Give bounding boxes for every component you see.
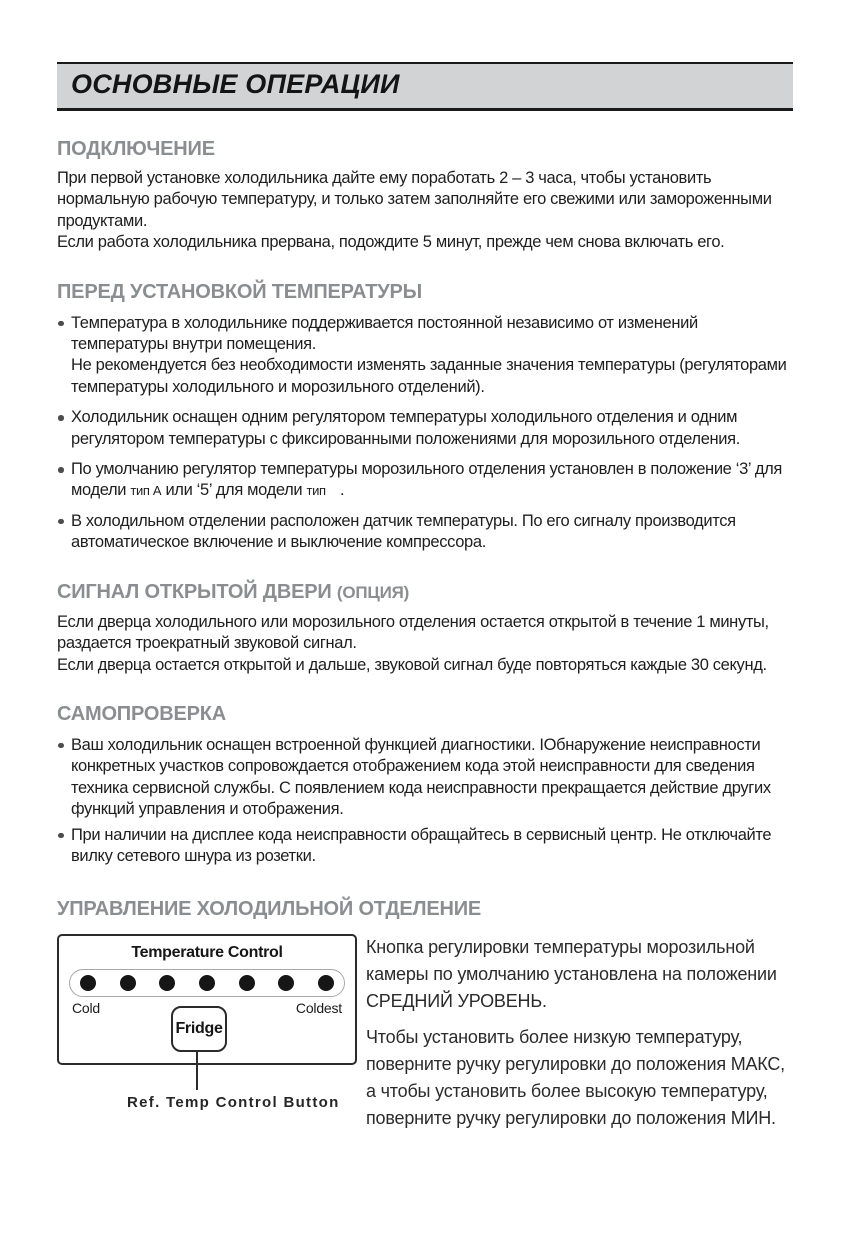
- chapter-banner: [57, 62, 793, 111]
- section-body-door-alarm: [57, 612, 793, 676]
- fridge-control-section: [57, 934, 793, 1139]
- text-segment: По умолчанию регулятор температуры морозильного отделения установлен в положение ‘3’ для модели: [71, 460, 782, 500]
- model-type-note: тип А: [130, 483, 162, 499]
- bullet-item: [57, 407, 793, 450]
- section-heading-door-alarm: [57, 580, 793, 605]
- model-type-note: тип: [306, 483, 326, 499]
- bullet-item: [57, 459, 793, 502]
- section-heading-fridge-control: УПРАВЛЕНИЕ ХОЛОДИЛЬНОЙ ОТДЕЛЕНИЕ: [57, 898, 482, 921]
- paragraph: Если дверца остается открытой и дальше, звуковой сигнал буде повторяться каждые 30 секунд.: [57, 655, 767, 674]
- paragraph: Холодильник оснащен одним регулятором температуры холодильного отделения и одним регулятором температуры с фиксированными положениями для морозильного отделения.: [71, 408, 740, 448]
- paragraph: Если дверца холодильного или морозильного отделения остается открытой в течение 1 минуты, раздается троекратный звуковой сигнал.: [57, 612, 769, 653]
- indicator-dot: [199, 975, 215, 991]
- section-heading-before-setting: ПЕРЕД УСТАНОВКОЙ ТЕМПЕРАТУРЫ: [57, 280, 423, 303]
- callout-line: [196, 1050, 198, 1090]
- paragraph: Чтобы установить более низкую температуру, поверните ручку регулировки до положения МАКС, а чтобы установить более высокую температуру, поверните ручку регулировки до положения МИН.: [366, 1027, 785, 1129]
- heading-text: СИГНАЛ ОТКРЫТОЙ ДВЕРИ: [57, 580, 332, 603]
- scale-label-coldest: Coldest: [295, 1000, 342, 1017]
- indicator-dot: [239, 975, 255, 991]
- panel-title: Temperature Control: [131, 944, 283, 962]
- paragraph: В холодильном отделении расположен датчик температуры. По его сигналу производится автоматическое включение и выключение компрессора.: [71, 511, 736, 552]
- bullet-item: [57, 825, 793, 868]
- paragraph: При первой установке холодильника дайте ему поработать 2 – 3 часа, чтобы установить нормальную рабочую температуру, и только затем заполняйте его свежими или замороженными продуктами.: [57, 169, 772, 230]
- section-heading-self-test: САМОПРОВЕРКА: [57, 702, 226, 725]
- paragraph: Если работа холодильника прервана, подождите 5 минут, прежде чем снова включать его.: [57, 233, 725, 252]
- callout-label: Ref. Temp Control Button: [127, 1094, 340, 1112]
- control-panel-diagram: [57, 934, 357, 1139]
- paragraph: Кнопка регулировки температуры морозильной камеры по умолчанию установлена на положении СРЕДНИЙ УРОВЕНЬ.: [366, 937, 777, 1012]
- section-heading-connection: ПОДКЛЮЧЕНИЕ: [57, 138, 215, 160]
- paragraph: Температура в холодильнике поддерживается постоянной независимо от изменений температуры внутри помещения.: [71, 313, 698, 354]
- scale-label-cold: Cold: [72, 1000, 100, 1017]
- indicator-dot: [318, 975, 334, 991]
- bullet-item: [57, 735, 793, 821]
- bullet-list: [57, 313, 793, 554]
- bullet-item: [57, 511, 793, 554]
- fridge-control-text: [366, 934, 793, 1139]
- indicator-dot: [120, 975, 136, 991]
- bullet-list: [57, 735, 793, 867]
- text-segment: .: [339, 481, 345, 500]
- text-segment: или ‘5’ для модели: [165, 481, 303, 500]
- indicator-dot: [159, 975, 175, 991]
- temperature-indicator-strip: [69, 969, 345, 997]
- paragraph: Ваш холодильник оснащен встроенной функцией диагностики. IОбнаружение неисправности конкретных участков сопровождается отображением кода этой неисправности для сведения техника сервисной службы. С появлением кода неисправности прекращается действие других функций управления и отображения.: [71, 735, 771, 819]
- paragraph: Не рекомендуется без необходимости изменять заданные значения температуры (регуляторами температуры холодильного и морозильного отделений).: [71, 356, 787, 396]
- indicator-dot: [278, 975, 294, 991]
- section-body-connection: [57, 168, 793, 254]
- control-panel-box: [57, 934, 357, 1065]
- paragraph: При наличии на дисплее кода неисправности обращайтесь в сервисный центр. Не отключайте вилку сетевого шнура из розетки.: [71, 825, 772, 865]
- fridge-button-illustration: Fridge: [171, 1006, 227, 1052]
- bullet-item: [57, 313, 793, 399]
- chapter-title: ОСНОВНЫЕ ОПЕРАЦИИ: [71, 69, 400, 99]
- indicator-dot: [80, 975, 96, 991]
- heading-option-suffix: (ОПЦИЯ): [336, 582, 410, 602]
